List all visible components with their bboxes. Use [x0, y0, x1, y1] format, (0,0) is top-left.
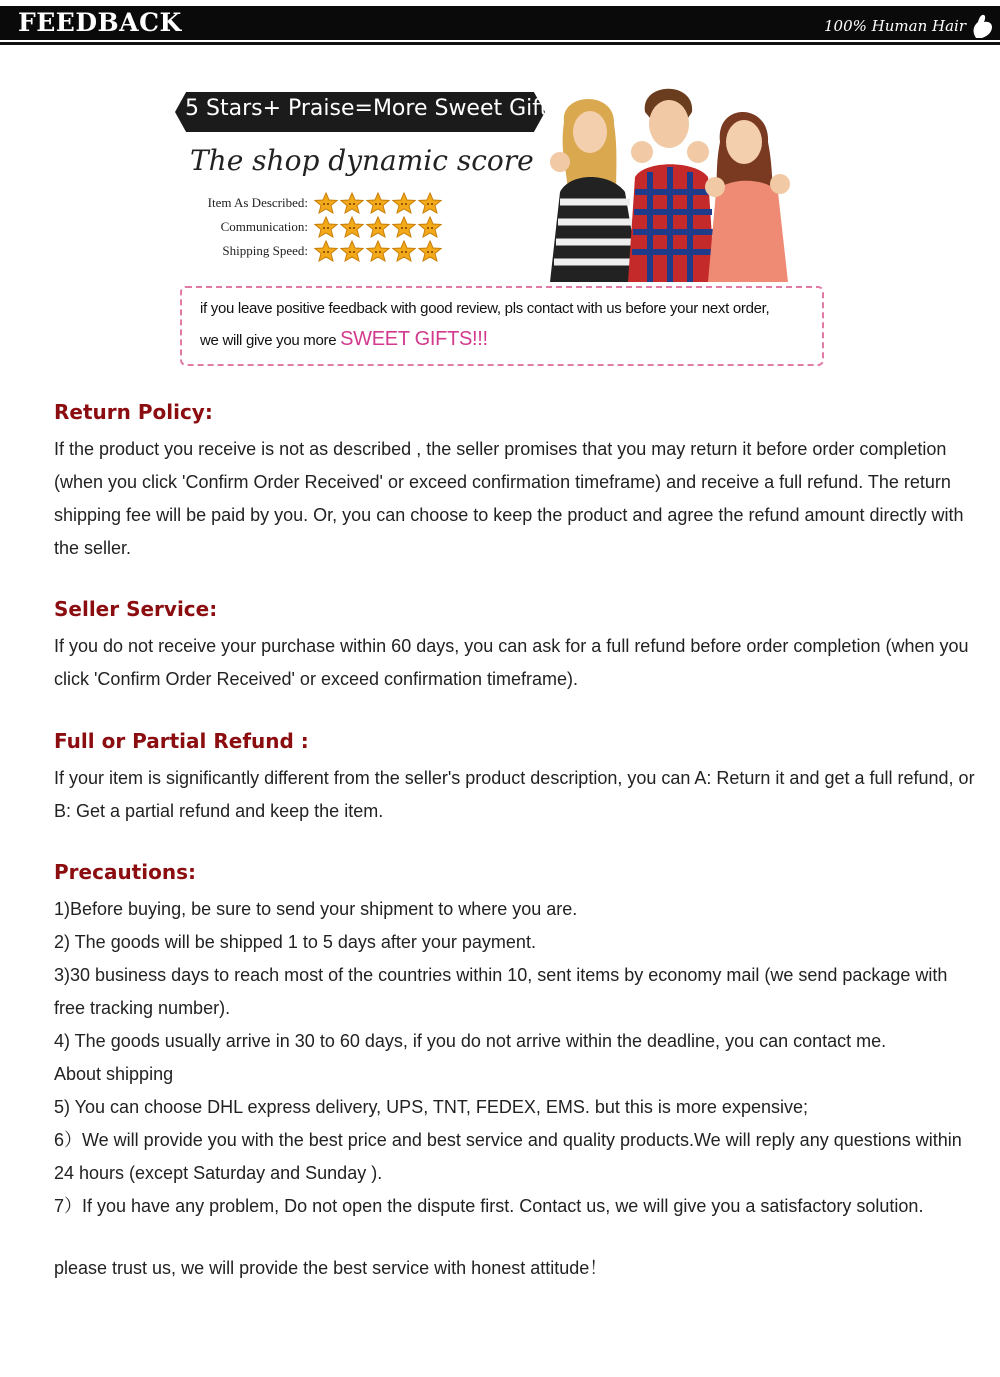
body-line: (when you click 'Confirm Order Received' or exceed confirmation timeframe) and receive a full refund. The return	[54, 472, 951, 492]
body-line: 2) The goods will be shipped 1 to 5 days after your payment.	[54, 932, 536, 952]
gift-note	[180, 286, 824, 366]
body-line: click 'Confirm Order Received' or exceed confirmation timeframe).	[54, 669, 579, 689]
star-icon	[340, 192, 364, 214]
star-icon	[366, 240, 390, 262]
star-icon	[418, 216, 442, 238]
star-icon	[366, 192, 390, 214]
rating-stars	[314, 240, 444, 267]
star-icon	[314, 192, 338, 214]
star-icon	[340, 216, 364, 238]
body-line: If your item is significantly different from the seller's product description, you can A: Return it and get a full refund, or	[54, 768, 975, 788]
hand-logo-icon	[970, 12, 996, 40]
body-line: 4) The goods usually arrive in 30 to 60 days, if you do not arrive within the deadline, you can contact me.	[54, 1031, 887, 1051]
body-line: 7）If you have any problem, Do not open the dispute first. Contact us, we will give you a satisfactory solution.	[54, 1196, 924, 1216]
rating-stars	[314, 192, 444, 219]
star-icon	[392, 192, 416, 214]
section-body	[54, 433, 984, 565]
star-icon	[418, 240, 442, 262]
sweet-gifts-highlight: SWEET GIFTS!!!	[340, 328, 488, 350]
section-heading: Seller Service:	[54, 597, 218, 621]
section-body	[54, 762, 984, 828]
precautions-section	[54, 860, 984, 1223]
rating-label: Communication:	[220, 219, 308, 234]
header-rule	[0, 42, 1000, 45]
note-line-1: if you leave positive feedback with good review, pls contact with us before your next order,	[200, 300, 770, 317]
star-icon	[392, 240, 416, 262]
score-title: The shop dynamic score	[190, 144, 534, 177]
section-heading: Full or Partial Refund :	[54, 729, 309, 753]
feedback-banner	[150, 58, 840, 378]
rating-label: Shipping Speed:	[222, 243, 308, 258]
star-icon	[392, 216, 416, 238]
body-line: 6）We will provide you with the best price and best service and quality products.We will reply any questions within	[54, 1130, 962, 1150]
section-heading: Return Policy:	[54, 400, 213, 424]
seller-service-section	[54, 597, 984, 696]
body-line: free tracking number).	[54, 998, 231, 1018]
banner-headline: 5 Stars+ Praise=More Sweet Gifts	[185, 96, 560, 121]
happy-customers-photo	[530, 72, 810, 282]
section-body	[54, 630, 984, 696]
closing-section	[54, 1252, 984, 1285]
body-line: the seller.	[54, 538, 132, 558]
closing-line: please trust us, we will provide the best service with honest attitude！	[54, 1258, 608, 1278]
note-line-2	[200, 328, 488, 351]
rating-stars	[314, 216, 444, 243]
note-line-2-prefix: we will give you more	[200, 332, 341, 349]
section-body	[54, 893, 984, 1223]
body-line: B: Get a partial refund and keep the item.	[54, 801, 384, 821]
rating-row	[160, 240, 450, 264]
body-line: shipping fee will be paid by you. Or, you can choose to keep the product and agree the refund amount directly with	[54, 505, 964, 525]
rating-row	[160, 216, 450, 240]
return-policy-section	[54, 400, 984, 565]
rating-label: Item As Described:	[207, 195, 308, 210]
body-line: 24 hours (except Saturday and Sunday ).	[54, 1163, 383, 1183]
body-line: If the product you receive is not as described , the seller promises that you may return it before order completion	[54, 439, 947, 459]
section-heading: Precautions:	[54, 860, 196, 884]
header-tagline: 100% Human Hair	[824, 17, 966, 35]
body-line: About shipping	[54, 1064, 174, 1084]
body-line: If you do not receive your purchase within 60 days, you can ask for a full refund before order completion (when you	[54, 636, 969, 656]
star-icon	[418, 192, 442, 214]
star-icon	[366, 216, 390, 238]
star-icon	[340, 240, 364, 262]
header-bar	[0, 0, 1000, 46]
page-title: FEEDBACK	[18, 8, 182, 37]
refund-section	[54, 729, 984, 828]
star-icon	[314, 216, 338, 238]
body-line: 5) You can choose DHL express delivery, UPS, TNT, FEDEX, EMS. but this is more expensive;	[54, 1097, 808, 1117]
body-line: 3)30 business days to reach most of the countries within 10, sent items by economy mail (we send package with	[54, 965, 948, 985]
star-icon	[314, 240, 338, 262]
rating-row	[160, 192, 450, 216]
body-line: 1)Before buying, be sure to send your shipment to where you are.	[54, 899, 578, 919]
